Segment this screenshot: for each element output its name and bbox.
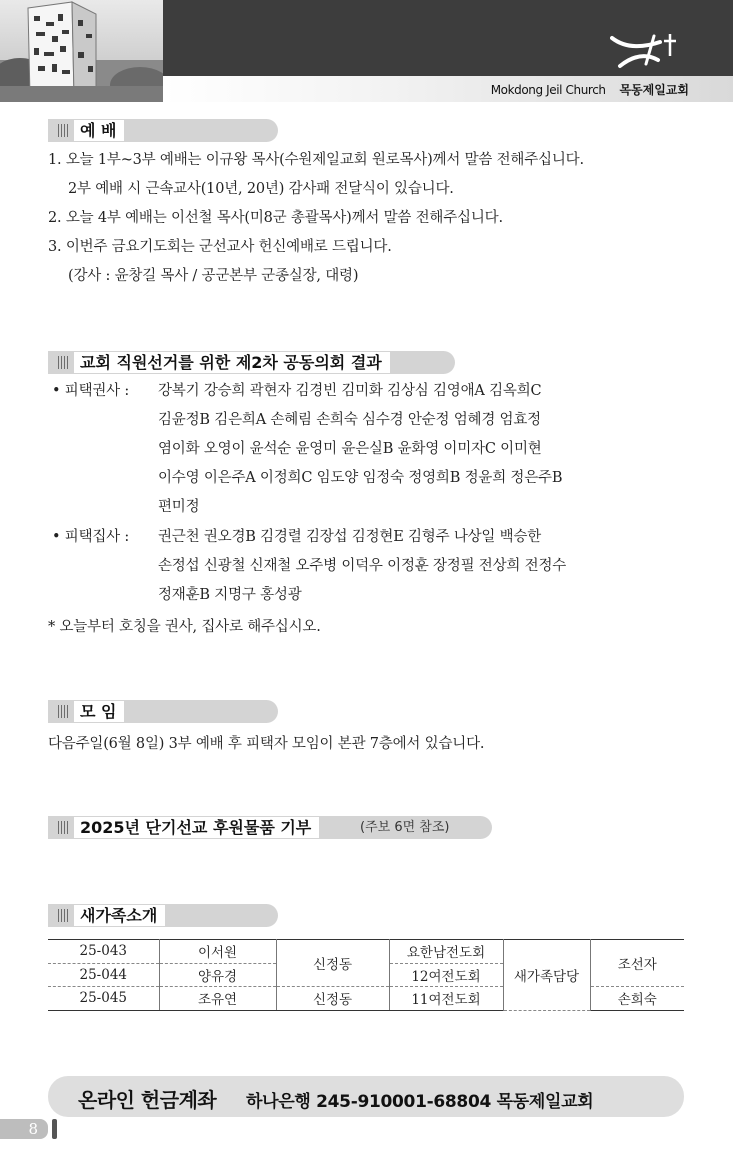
member-group: 요한남전도회	[389, 940, 503, 964]
member-number: 25-043	[48, 940, 159, 964]
member-group: 11여전도회	[389, 987, 503, 1011]
church-logo-icon	[610, 20, 680, 72]
worship-line-4: 3. 이번주 금요기도회는 군선교사 헌신예배로 드립니다.	[48, 239, 392, 255]
section-bars-icon	[58, 821, 68, 834]
deacons-label: • 피택집사 :	[52, 529, 130, 545]
section-bars-icon	[58, 124, 68, 137]
worship-line-1: 1. 오늘 1부~3부 예배는 이규왕 목사(수원제일교회 원로목사)께서 말씀 전해주십니다.	[48, 152, 584, 168]
worship-line-3: 2. 오늘 4부 예배는 이선철 목사(미8군 총괄목사)께서 말씀 전해주십니다.	[48, 210, 503, 226]
elders-line: 염이화 오영이 윤석순 윤영미 윤은실B 윤화영 이미자C 이미현	[158, 441, 542, 457]
table-row	[48, 940, 684, 964]
offering-label: 온라인 헌금계좌	[78, 1088, 217, 1112]
page-number: 8	[0, 1119, 48, 1139]
member-staff: 손희숙	[590, 987, 684, 1011]
member-area: 신정동	[276, 940, 389, 987]
page-header	[0, 0, 733, 102]
meeting-text: 다음주일(6월 8일) 3부 예배 후 피택자 모임이 본관 7층에서 있습니다.	[48, 736, 485, 752]
worship-line-5: (강사 : 윤창길 목사 / 공군본부 군종실장, 대령)	[68, 268, 359, 284]
elders-line: 강복기 강승희 곽현자 김경빈 김미화 김상심 김영애A 김옥희C	[158, 383, 542, 399]
worship-line-2: 2부 예배 시 근속교사(10년, 20년) 감사패 전달식이 있습니다.	[68, 181, 454, 197]
elders-label: • 피택권사 :	[52, 383, 130, 399]
church-name	[491, 81, 689, 98]
member-number: 25-045	[48, 987, 159, 1011]
new-family-table	[48, 939, 684, 1011]
deacons-line: 손정섭 신광철 신재철 오주병 이덕우 이정훈 장정필 전상희 전정수	[158, 558, 567, 574]
online-offering-banner	[48, 1076, 684, 1117]
member-area: 신정동	[276, 987, 389, 1011]
election-note: * 오늘부터 호칭을 권사, 집사로 해주십시오.	[48, 619, 321, 635]
church-building-photo	[0, 0, 163, 102]
offering-account: 하나은행 245-910001-68804 목동제일교회	[246, 1092, 594, 1112]
church-name-ko: 목동제일교회	[619, 83, 689, 97]
deacons-line: 권근천 권오경B 김경렬 김장섭 김정현E 김형주 나상일 백승한	[158, 529, 542, 545]
member-number: 25-044	[48, 963, 159, 987]
member-name: 이서원	[159, 940, 276, 964]
member-group: 12여전도회	[389, 963, 503, 987]
deacons-line: 정재훈B 지명구 홍성광	[158, 587, 302, 603]
mission-note: (주보 6면 참조)	[360, 820, 450, 835]
section-bars-icon	[58, 705, 68, 718]
church-name-en: Mokdong Jeil Church	[490, 83, 606, 97]
elders-line: 편미정	[158, 499, 200, 515]
member-name: 양유경	[159, 963, 276, 987]
member-role: 새가족담당	[503, 940, 590, 1011]
elders-line: 김윤정B 김은희A 손혜림 손희숙 심수경 안순정 엄혜경 엄효정	[158, 412, 541, 428]
member-staff: 조선자	[590, 940, 684, 987]
page-number-marker	[52, 1119, 57, 1139]
section-bars-icon	[58, 356, 68, 369]
member-name: 조유연	[159, 987, 276, 1011]
elders-line: 이수영 이은주A 이정희C 임도양 임정숙 정영희B 정윤희 정은주B	[158, 470, 563, 486]
section-bars-icon	[58, 909, 68, 922]
